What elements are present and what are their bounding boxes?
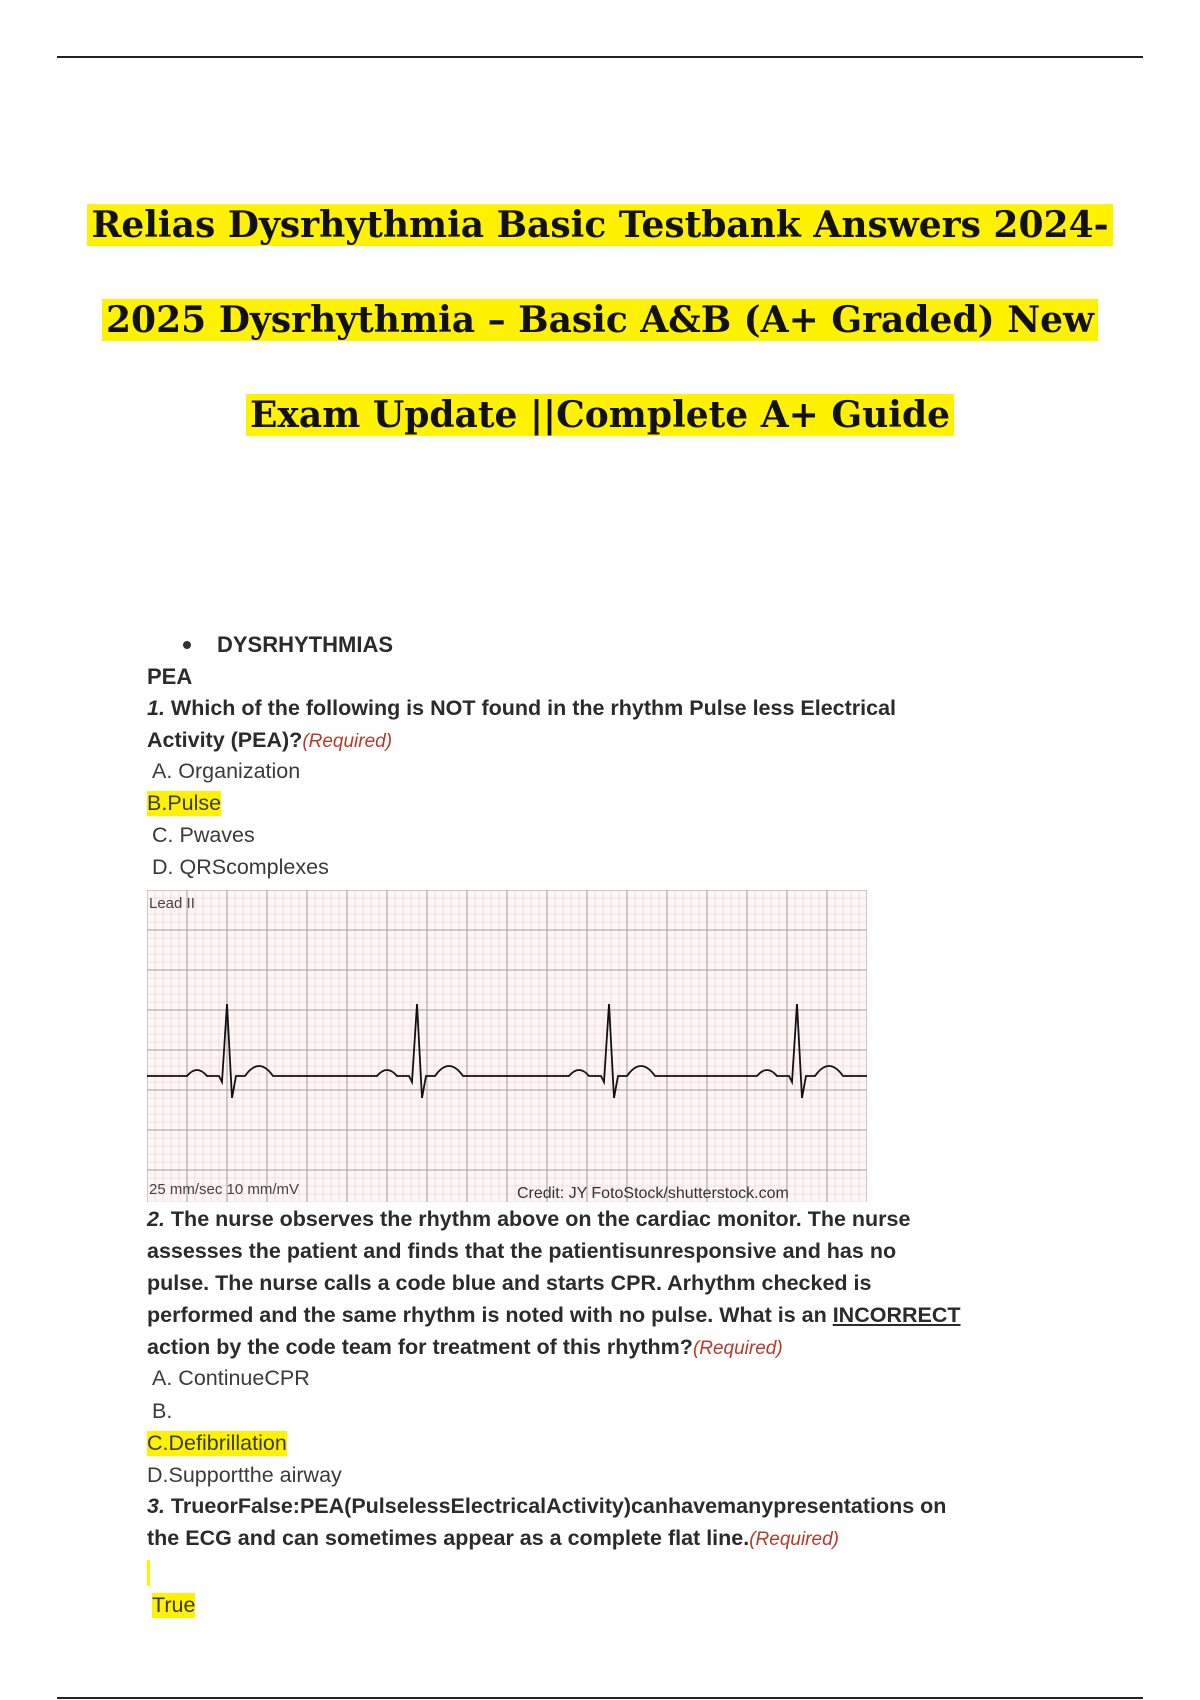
title-line-2: 2025 Dysrhythmia – Basic A&B (A+ Graded) New xyxy=(102,299,1098,341)
q1-line-1: 1. Which of the following is NOT found in the rhythm Pulse less Electrical xyxy=(147,696,897,720)
q3-line-1: 3. TrueorFalse:PEA(PulselessElectricalActivity)canhavemanypresentations on xyxy=(147,1494,947,1518)
q1-option-a: A. Organization xyxy=(152,759,301,783)
q3-number: 3. xyxy=(147,1494,165,1518)
required-label: (Required) xyxy=(302,731,393,752)
ecg-strip xyxy=(147,890,867,1202)
q2-line-5: action by the code team for treatment of this rhythm?(Required) xyxy=(147,1335,783,1359)
q2-option-b: B. xyxy=(152,1399,173,1423)
q1-option-d: D. QRScomplexes xyxy=(152,855,329,879)
required-label: (Required) xyxy=(749,1529,839,1550)
section-bullet xyxy=(147,632,393,658)
q2-option-d: D.Supportthe airway xyxy=(147,1463,342,1487)
q2-line-3: pulse. The nurse calls a code blue and starts CPR. Arhythm checked is xyxy=(147,1271,872,1295)
q2-option-a: A. ContinueCPR xyxy=(152,1366,310,1390)
section-heading: DYSRHYTHMIAS xyxy=(217,632,394,657)
document-title xyxy=(60,200,1140,485)
top-rule xyxy=(57,56,1143,58)
q2-number: 2. xyxy=(147,1207,165,1231)
q1-option-b-answer: B.Pulse xyxy=(147,791,222,815)
q1-option-c: C. Pwaves xyxy=(152,823,255,847)
q1-line-2: Activity (PEA)?(Required) xyxy=(147,728,393,752)
ecg-speed-label: 25 mm/sec 10 mm/mV xyxy=(149,1181,300,1198)
q2-line-2: assesses the patient and finds that the patientisunresponsive and has no xyxy=(147,1239,897,1263)
incorrect-emphasis: INCORRECT xyxy=(832,1303,961,1327)
ecg-lead-label: Lead II xyxy=(149,895,195,912)
answer-cursor xyxy=(147,1560,150,1586)
q2-line-4: performed and the same rhythm is noted with no pulse. What is an INCORRECT xyxy=(147,1303,961,1327)
title-line-1: Relias Dysrhythmia Basic Testbank Answers 2024- xyxy=(87,204,1112,246)
required-label: (Required) xyxy=(692,1338,783,1359)
q2-option-c-answer: C.Defibrillation xyxy=(147,1431,287,1455)
q3-line-2: the ECG and can sometimes appear as a complete flat line.(Required) xyxy=(147,1526,839,1550)
q3-answer-true: True xyxy=(152,1593,196,1617)
subheading-pea: PEA xyxy=(147,664,193,689)
q1-number: 1. xyxy=(147,696,165,720)
title-line-3: Exam Update ||Complete A+ Guide xyxy=(246,394,954,436)
q2-line-1: 2. The nurse observes the rhythm above on the cardiac monitor. The nurse xyxy=(147,1207,911,1231)
ecg-credit: Credit: JY FotoStock/shutterstock.com xyxy=(517,1185,789,1202)
bullet-icon xyxy=(183,641,191,649)
bottom-rule xyxy=(57,1697,1143,1699)
